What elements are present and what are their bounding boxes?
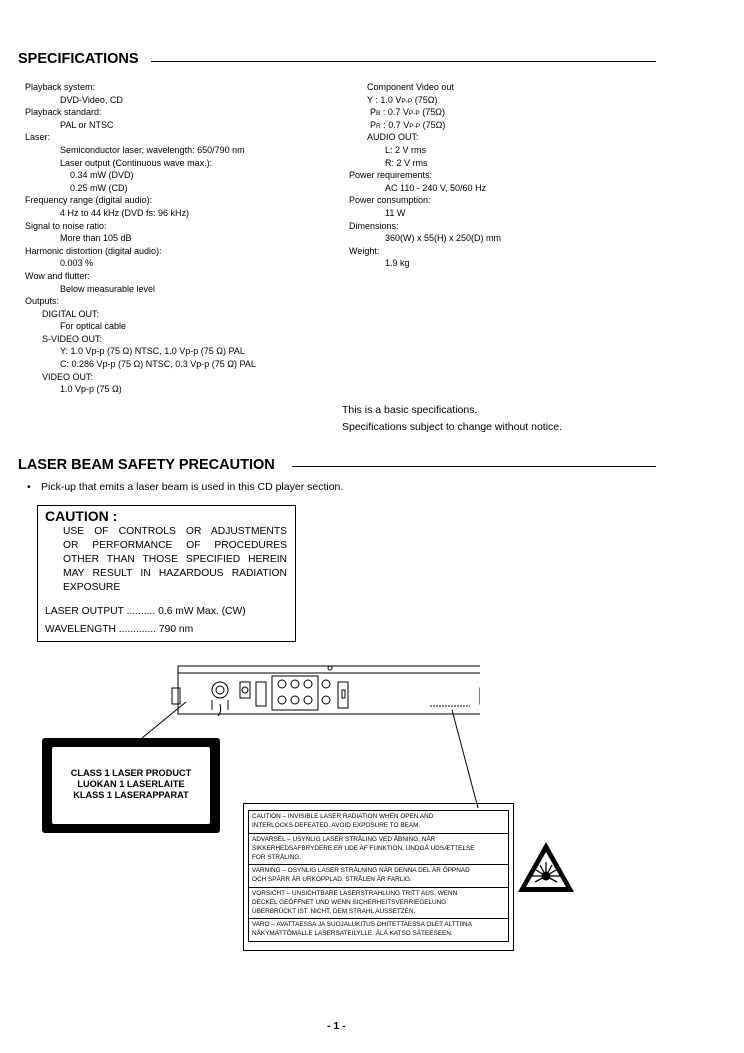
class-1-laser-label — [42, 738, 220, 833]
laser-safety-rule — [292, 466, 656, 467]
spec-line: 360(W) x 55(H) x 250(D) mm — [385, 233, 502, 244]
class-label-line: KLASS 1 LASERAPPARAT — [73, 790, 189, 800]
caution-line: OTHER THAN THOSE SPECIFIED HEREIN — [63, 554, 287, 565]
wavelength-label: WAVELENGTH ............. — [45, 624, 156, 635]
spec-line: 0.34 mW (DVD) — [70, 170, 134, 181]
spec-line: R: 2 V rms — [385, 157, 428, 168]
specifications-title: SPECIFICATIONS — [18, 51, 139, 67]
spec-line: Laser output (Continuous wave max.): — [60, 157, 213, 168]
spec-line: Y : 1.0 VP-P (75Ω) — [367, 94, 438, 105]
spec-line: Harmonic distortion (digital audio): — [25, 245, 162, 256]
caution-line: MAY RESULT IN HAZARDOUS RADIATION — [63, 568, 287, 579]
spec-line: DVD-Video, CD — [60, 94, 123, 105]
spec-line: For optical cable — [60, 321, 127, 332]
spec-line: More than 105 dB — [60, 233, 132, 244]
spec-line: Playback system: — [25, 82, 96, 92]
spec-line: Power consumption: — [349, 195, 431, 206]
warning-english: CAUTION – INVISIBLE LASER RADIATION WHEN OPEN AND INTERLOCKS DEFEATED. AVOID EXPOSURE TO BEAM. — [248, 810, 509, 834]
caution-line: OR PERFORMANCE OF PROCEDURES — [63, 540, 287, 551]
spec-line: Laser: — [25, 132, 51, 143]
spec-line: PAL or NTSC — [60, 119, 114, 130]
spec-right-column — [349, 81, 501, 270]
spec-line: PB : 0.7 VP-P (75Ω) — [370, 107, 445, 118]
caution-line: USE OF CONTROLS OR ADJUSTMENTS — [63, 526, 287, 537]
spec-line: Below measurable level — [60, 283, 156, 294]
class-label-line: LUOKAN 1 LASERLAITE — [77, 779, 185, 789]
spec-line: Wow and flutter: — [25, 270, 90, 281]
spec-line: Power requirements: — [349, 170, 433, 181]
laser-output-row — [45, 606, 246, 617]
spec-line: 1.9 kg — [385, 258, 410, 269]
warning-danish: ADVARSEL – USYNLIG LASER STRÅLING VED ÅBNING, NÅR SIKKERHEDSAFBRYDERE ER UDE AF FUNKTION, UNDGÅ UDSÆTTELSE FOR STRÅLING. — [248, 833, 509, 865]
spec-line: Component Video out — [367, 82, 454, 92]
spec-line: 0.25 mW (CD) — [70, 182, 128, 193]
warning-german: VORSICHT – UNSICHTBARE LASERSTRAHLUNG TRITT AUS, WENN DECKEL GEÖFFNET UND WENN SICHERHEITSVERRIEGELUNG ÜBERBRÜCKT IST. NICHT, DEM STRAHL AUSSETZEN. — [248, 887, 509, 919]
caution-line: EXPOSURE — [63, 582, 121, 593]
spec-line: Playback standard: — [25, 107, 102, 118]
spec-line: VIDEO OUT: — [42, 371, 94, 382]
spec-line: Frequency range (digital audio): — [25, 195, 153, 206]
wavelength-value: 790 nm — [158, 624, 194, 635]
spec-line: Signal to noise ratio: — [25, 220, 107, 231]
laser-safety-title: LASER BEAM SAFETY PRECAUTION — [18, 457, 275, 473]
spec-line: AC 110 - 240 V, 50/60 Hz — [385, 182, 487, 193]
bullet-icon: • — [27, 481, 31, 493]
caution-title: CAUTION : — [45, 508, 118, 524]
spec-line: C: 0.286 Vp-p (75 Ω) NTSC, 0.3 Vp-p (75 Ω) PAL — [60, 359, 256, 370]
spec-line: Semiconductor laser, wavelength: 650/790 nm — [60, 144, 245, 155]
spec-line: 1.0 Vp-p (75 Ω) — [60, 384, 122, 395]
spec-note-basic: This is a basic specifications. — [342, 404, 478, 416]
class-label-line: CLASS 1 LASER PRODUCT — [70, 768, 192, 778]
spec-line: DIGITAL OUT: — [42, 308, 100, 319]
caution-box — [37, 505, 296, 642]
spec-line: Outputs: — [25, 296, 60, 307]
caution-text — [63, 525, 287, 595]
spec-line: AUDIO OUT: — [367, 132, 419, 143]
laser-output-value: 0.6 mW Max. (CW) — [158, 606, 246, 617]
laser-hazard-icon — [516, 840, 576, 894]
spec-line: PR : 0.7 VP-P (75Ω) — [370, 119, 446, 130]
laser-output-label: LASER OUTPUT .......... — [45, 606, 156, 617]
laser-intro-text: Pick-up that emits a laser beam is used in this CD player section. — [41, 481, 344, 493]
warning-swedish: VARNING – OSYNLIG LASER STRÅLNING NÄR DENNA DEL ÄR ÖPPNAD OCH SPÄRR ÄR URKOPPLAD. STRÅLEN ÄR FARLIG. — [248, 864, 509, 888]
spec-line: Dimensions: — [349, 220, 399, 231]
page-number: - 1 - — [327, 1020, 346, 1032]
warning-finnish: VARO – AVATTAESSA JA SUOJALUKITUS OHITETTAESSA OLET ALTTIINA NÄKYMÄTTÖMÄLLE LASERSATEILYLLE. ÄLÄ KATSO SÄTEESEEN. — [248, 918, 509, 942]
laser-warning-label — [243, 803, 514, 951]
spec-left-column — [25, 81, 256, 396]
spec-line: 11 W — [385, 207, 406, 218]
spec-line: S-VIDEO OUT: — [42, 333, 103, 344]
spec-line: Weight: — [349, 245, 380, 256]
specifications-rule — [151, 61, 656, 62]
spec-line: Y: 1.0 Vp-p (75 Ω) NTSC, 1.0 Vp-p (75 Ω) PAL — [60, 346, 245, 357]
spec-line: L: 2 V rms — [385, 144, 427, 155]
wavelength-row — [45, 624, 193, 635]
spec-note-change: Specifications subject to change without notice. — [342, 421, 563, 433]
spec-line: 0.003 % — [60, 258, 94, 269]
spec-line: 4 Hz to 44 kHz (DVD fs: 96 kHz) — [60, 207, 190, 218]
